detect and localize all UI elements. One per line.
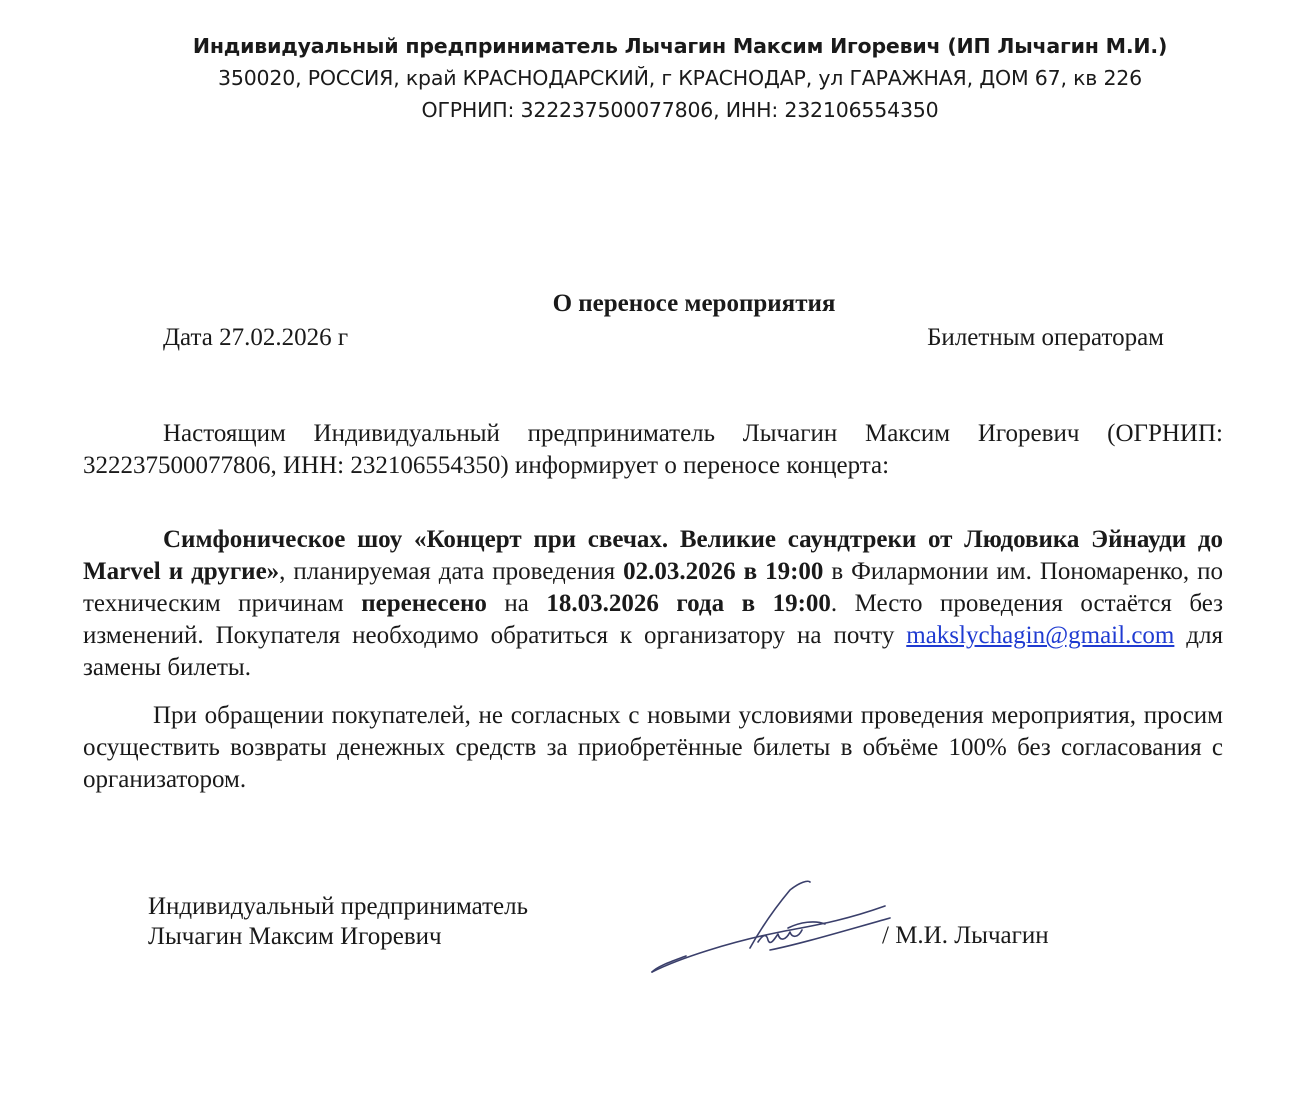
organizer-email-link[interactable]: makslychagin@gmail.com (906, 622, 1175, 649)
refund-paragraph: При обращении покупателей, не согласных с новыми условиями проведения мероприятия, просим осуществить возвраты денежных средств за приобретённые билеты в объёме 100% без согласования с организатором. (83, 702, 1223, 793)
new-datetime: 18.03.2026 года в 19:00 (546, 590, 831, 617)
document-recipient: Билетным операторам (927, 324, 1164, 351)
signatory-position (148, 892, 528, 952)
signatory-full-name: Лычагин Максим Игоревич (148, 923, 442, 950)
intro-paragraph: Настоящим Индивидуальный предприниматель Лычагин Максим Игоревич (ОГРНИП: 322237500077806, ИНН: 232106554350) информирует о переносе концерта: (83, 420, 1223, 479)
letterhead-address: 350020, РОССИЯ, край КРАСНОДАРСКИЙ, г КРАСНОДАР, ул ГАРАЖНАЯ, ДОМ 67, кв 226 (218, 66, 1142, 90)
event-text-a: , планируемая дата проведения (279, 558, 624, 585)
letterhead (0, 30, 1307, 126)
letterhead-company-name: Индивидуальный предприниматель Лычагин Максим Игоревич (ИП Лычагин М.И.) (192, 34, 1168, 58)
signatory-short-name: / М.И. Лычагин (882, 922, 1049, 949)
event-text-c: на (486, 590, 547, 617)
status-postponed: перенесено (361, 590, 487, 617)
event-paragraph (83, 524, 1223, 684)
event-name: Симфоническое шоу «Концерт при свечах. Великие саундтреки от Людовика Эйнауди до Marvel и другие» (83, 526, 1223, 585)
signatory-title: Индивидуальный предприниматель (148, 893, 528, 920)
event-text-b: в Филармонии им. Пономаренко, по техническим причинам (83, 558, 1224, 617)
old-datetime: 02.03.2026 в 19:00 (623, 558, 824, 585)
document-date: Дата 27.02.2026 г (163, 324, 349, 351)
letterhead-registration: ОГРНИП: 322237500077806, ИНН: 232106554350 (421, 98, 939, 122)
event-text-d: . Место проведения остаётся без изменений. Покупателя необходимо обратиться к организатору на почту (83, 590, 1223, 649)
event-text-e: для замены билеты. (83, 622, 1223, 681)
handwritten-signature (640, 870, 900, 990)
document-title: О переносе мероприятия (552, 290, 836, 317)
